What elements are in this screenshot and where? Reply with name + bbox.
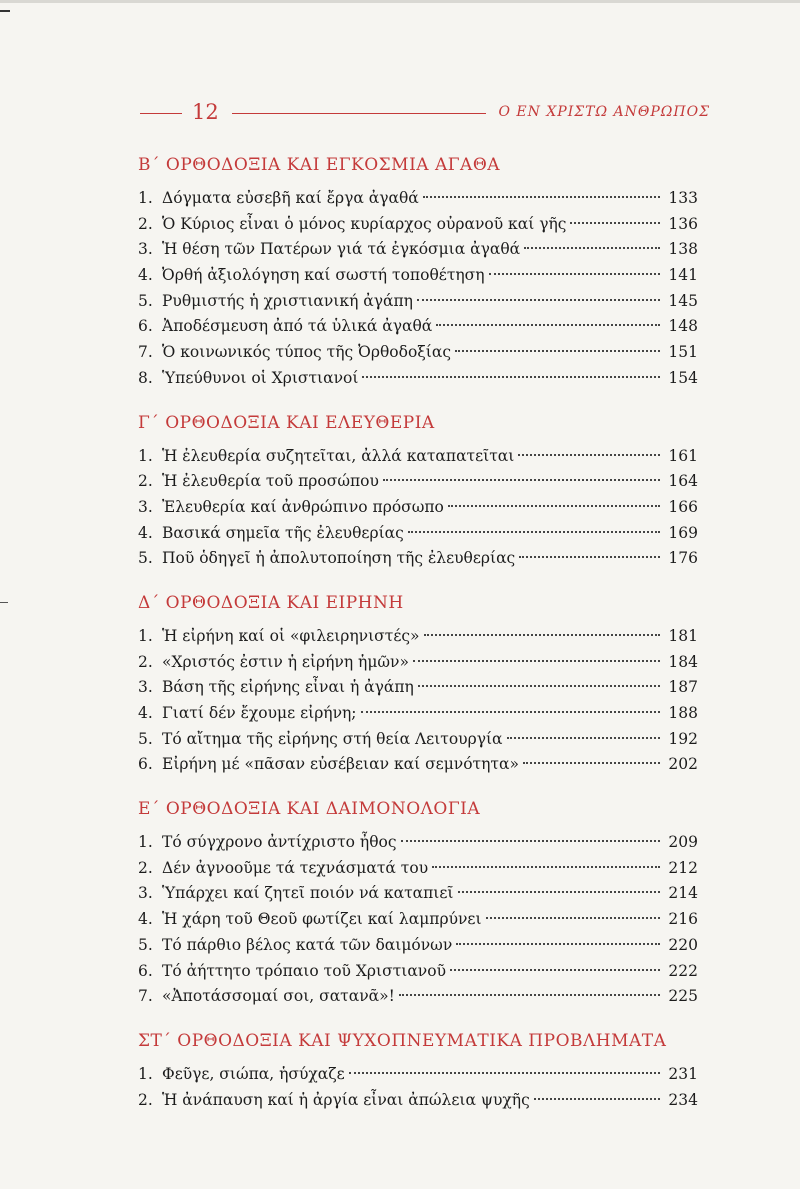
dot-leader [486,917,660,919]
entry-number: 8. [138,368,153,387]
entry-title: Ὀρθή ἀξιολόγηση καί σωστή τοποθέτηση [162,266,485,285]
entry-number: 5. [138,729,153,748]
entry-number: 2. [138,1090,153,1109]
entry-page-number: 141 [668,266,698,285]
entry-title: Δέν ἀγνοοῦμε τά τεχνάσματά του [162,858,429,877]
page-number: 12 [192,100,219,124]
toc-entry [138,830,698,856]
entry-page-number: 145 [668,291,698,310]
entry-title: Βάση τῆς εἰρήνης εἶναι ἡ ἀγάπη [162,678,414,697]
entry-number: 6. [138,755,153,774]
entry-title: Τό πάρθιο βέλος κατά τῶν δαιμόνων [162,935,453,954]
dot-leader [523,762,660,764]
toc-entry [138,701,698,727]
entry-title: Τό σύγχρονο ἀντίχριστο ἦθος [162,833,397,852]
entry-title: Ρυθμιστής ἡ χριστιανική ἀγάπη [162,291,413,310]
section-title: Ε΄ ΟΡΘΟΔΟΞΙΑ ΚΑΙ ΔΑΙΜΟΝΟΛΟΓΙΑ [138,799,481,820]
entry-page-number: 176 [668,549,698,568]
entry-number: 5. [138,935,153,954]
entry-title: Ἀποδέσμευση ἀπό τά ὑλικά ἀγαθά [162,317,433,336]
toc-entry [138,1088,698,1114]
toc-entry [138,366,698,392]
entry-page-number: 209 [668,833,698,852]
entry-page-number: 222 [668,961,698,980]
entry-number: 1. [138,833,153,852]
toc-entry [138,546,698,572]
entry-page-number: 234 [668,1090,698,1109]
toc-entry [138,263,698,289]
entry-page-number: 202 [668,755,698,774]
book-title: Ο ΕΝ ΧΡΙΣΤΩ ΑΝΘΡΩΠΟΣ [498,104,710,120]
entry-title: Ἡ θέση τῶν Πατέρων γιά τά ἐγκόσμια ἀγαθά [162,240,521,259]
scan-edge [0,0,800,3]
entry-page-number: 231 [668,1064,698,1083]
entry-number: 2. [138,472,153,491]
toc-entry [138,521,698,547]
toc-entry [138,444,698,470]
entry-title: Τό ἀήττητο τρόπαιο τοῦ Χριστιανοῦ [162,961,446,980]
toc-entry [138,469,698,495]
section-title: Β΄ ΟΡΘΟΔΟΞΙΑ ΚΑΙ ΕΓΚΟΣΜΙΑ ΑΓΑΘΑ [138,155,501,175]
entry-title: Ἡ χάρη τοῦ Θεοῦ φωτίζει καί λαμπρύνει [162,910,482,929]
entry-page-number: 138 [668,240,698,259]
dot-leader [432,866,660,868]
toc-entry [138,675,698,701]
toc-entry [138,907,698,933]
entry-number: 2. [138,214,153,233]
entry-title: Ἡ ἐλευθερία συζητεῖται, ἀλλά καταπατεῖται [162,446,515,465]
dot-leader [399,994,660,996]
entry-title: Ὁ Κύριος εἶναι ὁ μόνος κυρίαρχος οὐρανοῦ καί γῆς [162,214,567,233]
section-title: Γ΄ ΟΡΘΟΔΟΞΙΑ ΚΑΙ ΕΛΕΥΘΕΡΙΑ [138,412,435,433]
entry-page-number: 169 [668,523,698,542]
entry-number: 4. [138,910,153,929]
entry-title: Ἡ εἰρήνη καί οἱ «φιλειρηνιστές» [162,626,420,645]
dot-leader [424,634,660,636]
entry-number: 2. [138,858,153,877]
entry-number: 1. [138,446,153,465]
dot-leader [362,376,660,378]
toc-entry [138,340,698,366]
toc-entry [138,752,698,778]
entry-page-number: 192 [668,729,698,748]
toc-entry [138,1062,698,1088]
entry-page-number: 151 [668,343,698,362]
toc-entry [138,314,698,340]
entry-number: 4. [138,523,153,542]
entry-number: 7. [138,343,153,362]
dot-leader [519,556,660,558]
dot-leader [458,891,661,893]
entry-title: Ἐλευθερία καί ἀνθρώπινο πρόσωπο [162,497,444,516]
toc-section [138,152,698,392]
scan-margin-mark [0,602,8,603]
entry-title: Δόγματα εὐσεβῆ καί ἔργα ἀγαθά [162,189,419,207]
entry-page-number: 187 [668,678,698,697]
toc-entry [138,984,698,1010]
entry-title: Φεῦγε, σιώπα, ἡσύχαζε [162,1064,345,1083]
entry-page-number: 188 [668,704,698,722]
entry-number: 6. [138,317,153,336]
entry-number: 1. [138,189,153,207]
dot-leader [361,711,660,713]
dot-leader [489,273,660,275]
entry-title: Βασικά σημεῖα τῆς ἐλευθερίας [162,523,404,542]
entry-page-number: 154 [668,368,698,387]
dot-leader [448,505,660,507]
entry-page-number: 220 [668,935,698,954]
entry-number: 6. [138,961,153,980]
section-title: ΣΤ΄ ΟΡΘΟΔΟΞΙΑ ΚΑΙ ΨΥΧΟΠΝΕΥΜΑΤΙΚΑ ΠΡΟΒΛΗΜΑΤΑ [138,1030,667,1051]
dot-leader [436,324,660,326]
entry-page-number: 214 [668,884,698,903]
dot-leader [570,222,660,224]
entry-page-number: 164 [668,472,698,491]
dot-leader [423,196,660,198]
running-head [140,100,710,130]
dot-leader [413,660,660,662]
toc-entry [138,624,698,650]
entry-title: «Ἀποτάσσομαί σοι, σατανᾶ»! [162,987,395,1006]
toc-section [138,410,698,572]
entry-page-number: 133 [668,189,698,207]
toc-entry [138,727,698,753]
toc-entry [138,186,698,212]
entry-page-number: 184 [668,652,698,671]
dot-leader [450,969,660,971]
toc-entry [138,933,698,959]
entry-number: 3. [138,497,153,516]
entry-page-number: 225 [668,987,698,1006]
entry-number: 4. [138,704,153,722]
entry-title: Ἡ ἐλευθερία τοῦ προσώπου [162,472,379,491]
toc-section [138,590,698,778]
entry-page-number: 216 [668,910,698,929]
section-title: Δ΄ ΟΡΘΟΔΟΞΙΑ ΚΑΙ ΕΙΡΗΝΗ [138,592,404,613]
header-rule [140,113,182,114]
entry-title: Τό αἴτημα τῆς εἰρήνης στή θεία Λειτουργία [162,729,503,748]
toc-entry [138,495,698,521]
entry-number: 3. [138,884,153,903]
entry-page-number: 148 [668,317,698,336]
entry-title: Ἡ ἀνάπαυση καί ἡ ἀργία εἶναι ἀπώλεια ψυχῆς [162,1090,530,1109]
dot-leader [455,350,660,352]
toc-entry [138,856,698,882]
dot-leader [518,454,660,456]
entry-number: 7. [138,987,153,1006]
scan-margin-mark [0,10,10,12]
header-rule [232,113,486,114]
entry-number: 3. [138,678,153,697]
dot-leader [408,531,660,533]
entry-title: Ὁ κοινωνικός τύπος τῆς Ὀρθοδοξίας [162,343,452,362]
entry-number: 2. [138,652,153,671]
entry-title: Γιατί δέν ἔχουμε εἰρήνη; [162,704,357,722]
toc-entry [138,881,698,907]
entry-title: Ὑπάρχει καί ζητεῖ ποιόν νά καταπιεῖ [162,884,454,903]
toc-entry [138,959,698,985]
toc-section [138,796,698,1010]
dot-leader [524,247,660,249]
toc-section [138,1028,698,1113]
entry-page-number: 136 [668,214,698,233]
dot-leader [349,1072,660,1074]
dot-leader [418,685,660,687]
toc-entry [138,650,698,676]
entry-number: 5. [138,549,153,568]
dot-leader [417,299,660,301]
entry-number: 5. [138,291,153,310]
dot-leader [383,479,660,481]
dot-leader [534,1098,660,1100]
entry-number: 4. [138,266,153,285]
table-of-contents [138,152,698,1113]
entry-title: Ὑπεύθυνοι οἱ Χριστιανοί [162,368,359,387]
dot-leader [456,943,660,945]
dot-leader [401,840,660,842]
entry-page-number: 212 [668,858,698,877]
entry-page-number: 166 [668,497,698,516]
entry-page-number: 181 [668,626,698,645]
toc-entry [138,237,698,263]
toc-entry [138,212,698,238]
entry-title: Ποῦ ὁδηγεῖ ἡ ἀπολυτοποίηση τῆς ἐλευθερίας [162,549,516,568]
entry-number: 3. [138,240,153,259]
dot-leader [507,737,660,739]
entry-number: 1. [138,1064,153,1083]
entry-title: Εἰρήνη μέ «πᾶσαν εὐσέβειαν καί σεμνότητα» [162,755,519,774]
entry-page-number: 161 [668,446,698,465]
entry-title: «Χριστός ἐστιν ἡ εἰρήνη ἡμῶν» [162,652,409,671]
toc-entry [138,289,698,315]
entry-number: 1. [138,626,153,645]
